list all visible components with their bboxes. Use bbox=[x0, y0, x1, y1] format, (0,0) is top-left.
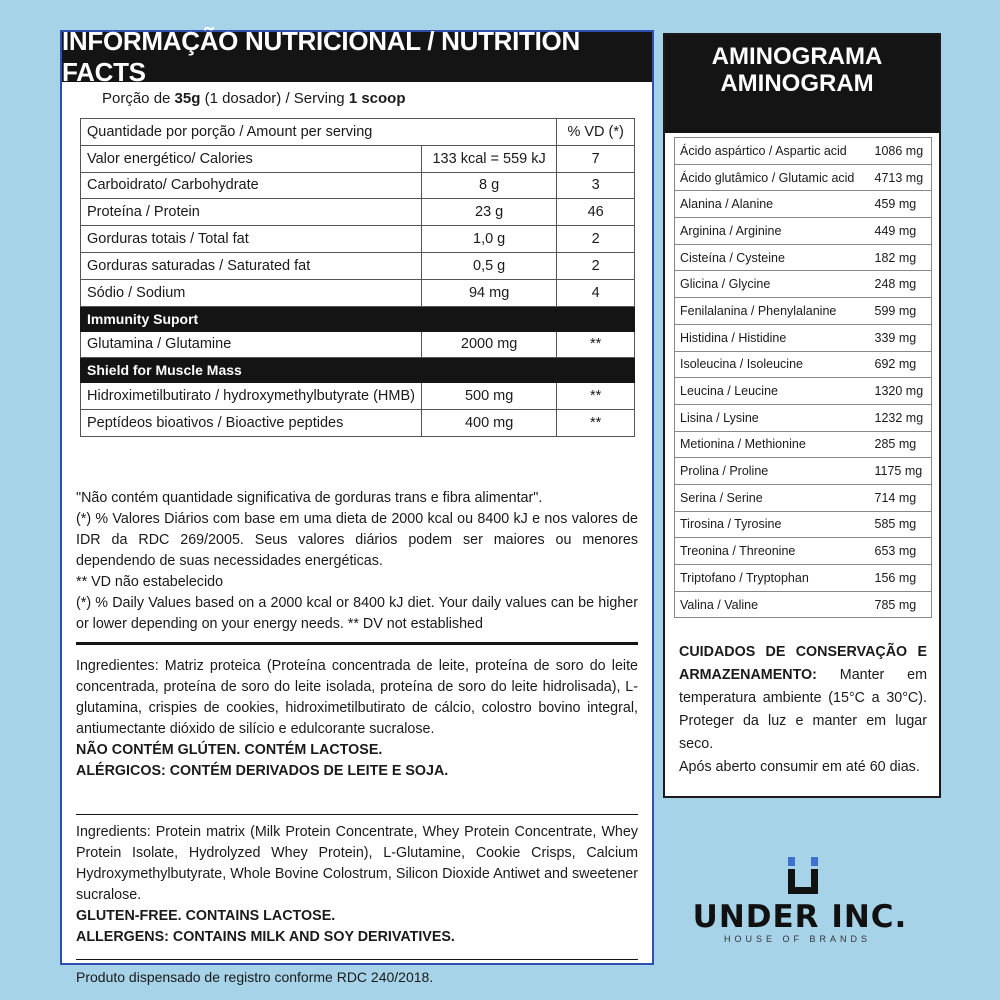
daily-values-note-en: (*) % Daily Values based on a 2000 kcal or 8400 kJ diet. Your daily values can be higher or lower depending on your energy needs. ** DV not established bbox=[76, 595, 638, 632]
ingredients-pt-text: Ingredientes: Matriz proteica (Proteína concentrada de leite, proteína de soro do leite concentrada, proteína de soro do leite isolada, proteína de soro do leite hidrolisada), L-glutamina, crispies de cookies, hidroximetilbutirato de cálcio, colostro bovino integral, antiumectante dióxido de silício e edulcorante sucralose. bbox=[76, 658, 638, 737]
amino-value: 156 mg bbox=[870, 565, 932, 592]
table-row bbox=[675, 538, 932, 565]
nutrient-name: Glutamina / Glutamine bbox=[81, 331, 422, 358]
nutrient-amount: 400 mg bbox=[421, 410, 556, 437]
allergens-notice-en: ALLERGENS: CONTAINS MILK AND SOY DERIVATIVES. bbox=[76, 929, 455, 945]
nutrient-amount: 2000 mg bbox=[421, 331, 556, 358]
amino-value: 285 mg bbox=[870, 431, 932, 458]
allergens-notice-pt: ALÉRGICOS: CONTÉM DERIVADOS DE LEITE E SOJA. bbox=[76, 763, 449, 779]
table-row bbox=[675, 351, 932, 378]
divider bbox=[76, 959, 638, 960]
amino-value: 1232 mg bbox=[870, 404, 932, 431]
dv-header: % VD (*) bbox=[557, 119, 635, 146]
table-row bbox=[675, 271, 932, 298]
section-header-immunity: Immunity Suport bbox=[81, 306, 635, 331]
footnotes bbox=[76, 488, 638, 635]
amino-name: Lisina / Lysine bbox=[675, 404, 870, 431]
section-header-muscle: Shield for Muscle Mass bbox=[81, 358, 635, 383]
amino-name: Arginina / Arginine bbox=[675, 218, 870, 245]
nutrient-name: Proteína / Protein bbox=[81, 199, 422, 226]
table-row bbox=[675, 138, 932, 165]
table-row bbox=[675, 324, 932, 351]
amino-name: Ácido glutâmico / Glutamic acid bbox=[675, 164, 870, 191]
amino-value: 339 mg bbox=[870, 324, 932, 351]
table-row bbox=[675, 591, 932, 618]
nutrition-title: INFORMAÇÃO NUTRICIONAL / NUTRITION FACTS bbox=[62, 32, 652, 82]
aminogram-panel bbox=[663, 33, 941, 798]
amino-value: 459 mg bbox=[870, 191, 932, 218]
nutrient-dv: 46 bbox=[557, 199, 635, 226]
amino-name: Cisteína / Cysteine bbox=[675, 244, 870, 271]
amino-name: Fenilalanina / Phenylalanine bbox=[675, 298, 870, 325]
table-header-row bbox=[81, 119, 635, 146]
amino-name: Triptofano / Tryptophan bbox=[675, 565, 870, 592]
daily-values-note-pt: (*) % Valores Diários com base em uma dieta de 2000 kcal ou 8400 kJ e nos valores de IDR da RDC 269/2005. Seus valores diários podem ser maiores ou menores dependendo de suas necessidades energéticas. bbox=[76, 511, 638, 569]
storage-instructions bbox=[679, 641, 927, 779]
nutrient-amount: 500 mg bbox=[421, 383, 556, 410]
nutrient-dv: ** bbox=[557, 331, 635, 358]
amino-name: Serina / Serine bbox=[675, 484, 870, 511]
ingredients-en bbox=[76, 822, 638, 948]
table-row bbox=[81, 331, 635, 358]
amino-value: 785 mg bbox=[870, 591, 932, 618]
amino-value: 248 mg bbox=[870, 271, 932, 298]
amino-name: Histidina / Histidine bbox=[675, 324, 870, 351]
brand-tagline: HOUSE OF BRANDS bbox=[724, 934, 872, 944]
amino-value: 449 mg bbox=[870, 218, 932, 245]
table-row bbox=[675, 404, 932, 431]
amino-value: 692 mg bbox=[870, 351, 932, 378]
amino-name: Ácido aspártico / Aspartic acid bbox=[675, 138, 870, 165]
amino-name: Valina / Valine bbox=[675, 591, 870, 618]
nutrient-amount: 0,5 g bbox=[421, 252, 556, 279]
aminogram-title-pt: AMINOGRAMA bbox=[711, 43, 883, 70]
after-opening-text: Após aberto consumir em até 60 dias. bbox=[679, 759, 920, 775]
amino-value: 599 mg bbox=[870, 298, 932, 325]
nutrient-dv: ** bbox=[557, 383, 635, 410]
nutrient-dv: 3 bbox=[557, 172, 635, 199]
amino-value: 714 mg bbox=[870, 484, 932, 511]
nutrition-panel bbox=[60, 26, 654, 985]
table-row bbox=[81, 199, 635, 226]
table-row bbox=[675, 565, 932, 592]
ingredients-en-text: Ingredients: Protein matrix (Milk Protein Concentrate, Whey Protein Concentrate, Whey Protein Isolate, Hydrolyzed Whey Protein), L-Glutamine, Cookie Crisps, Calcium Hydroxymethylbutyrate, Whole Bovine Colostrum, Silicon Dioxide Antiwet and sweetener sucralose. bbox=[76, 824, 638, 903]
dv-not-established-note: ** VD não estabelecido bbox=[76, 574, 224, 590]
amount-header: Quantidade por porção / Amount per serving bbox=[81, 119, 557, 146]
table-row bbox=[81, 410, 635, 437]
amino-value: 1175 mg bbox=[870, 458, 932, 485]
nutrient-name: Sódio / Sodium bbox=[81, 279, 422, 306]
nutrient-name: Gorduras saturadas / Saturated fat bbox=[81, 252, 422, 279]
table-row bbox=[675, 298, 932, 325]
divider bbox=[76, 814, 638, 815]
nutrient-dv: ** bbox=[557, 410, 635, 437]
aminogram-table bbox=[674, 137, 932, 618]
divider bbox=[76, 642, 638, 645]
nutrient-dv: 2 bbox=[557, 252, 635, 279]
gluten-notice-pt: NÃO CONTÉM GLÚTEN. CONTÉM LACTOSE. bbox=[76, 742, 383, 758]
aminogram-title-en: AMINOGRAM bbox=[720, 70, 874, 97]
nutrient-dv: 7 bbox=[557, 145, 635, 172]
table-row bbox=[81, 172, 635, 199]
nutrient-amount: 133 kcal = 559 kJ bbox=[421, 145, 556, 172]
nutrient-name: Valor energético/ Calories bbox=[81, 145, 422, 172]
ingredients-pt bbox=[76, 656, 638, 782]
amino-value: 182 mg bbox=[870, 244, 932, 271]
trans-fat-note: "Não contém quantidade significativa de gorduras trans e fibra alimentar". bbox=[76, 490, 543, 506]
amino-value: 653 mg bbox=[870, 538, 932, 565]
nutrient-amount: 94 mg bbox=[421, 279, 556, 306]
amino-name: Tirosina / Tyrosine bbox=[675, 511, 870, 538]
brand-logo bbox=[660, 855, 960, 955]
amino-name: Treonina / Threonine bbox=[675, 538, 870, 565]
table-row bbox=[81, 383, 635, 410]
nutrient-name: Carboidrato/ Carbohydrate bbox=[81, 172, 422, 199]
table-row bbox=[675, 218, 932, 245]
table-row bbox=[81, 252, 635, 279]
amino-value: 1086 mg bbox=[870, 138, 932, 165]
amino-value: 1320 mg bbox=[870, 378, 932, 405]
nutrient-name: Peptídeos bioativos / Bioactive peptides bbox=[81, 410, 422, 437]
table-row bbox=[675, 431, 932, 458]
nutrient-dv: 2 bbox=[557, 226, 635, 253]
nutrient-amount: 8 g bbox=[421, 172, 556, 199]
nutrient-amount: 1,0 g bbox=[421, 226, 556, 253]
amino-name: Metionina / Methionine bbox=[675, 431, 870, 458]
nutrient-dv: 4 bbox=[557, 279, 635, 306]
aminogram-title bbox=[665, 35, 939, 133]
amino-name: Alanina / Alanine bbox=[675, 191, 870, 218]
amino-name: Prolina / Proline bbox=[675, 458, 870, 485]
serving-size: Porção de 35g (1 dosador) / Serving 1 scoop bbox=[102, 90, 406, 107]
table-row bbox=[675, 244, 932, 271]
amino-name: Leucina / Leucine bbox=[675, 378, 870, 405]
brand-name: UNDER INC. bbox=[692, 899, 908, 935]
amino-value: 4713 mg bbox=[870, 164, 932, 191]
storage-heading: CUIDADOS DE CONSERVAÇÃO E ARMAZENAMENTO: bbox=[679, 644, 927, 683]
nutrient-name: Hidroximetilbutirato / hydroxymethylbutyrate (HMB) bbox=[81, 383, 422, 410]
table-row bbox=[675, 511, 932, 538]
amino-name: Isoleucina / Isoleucine bbox=[675, 351, 870, 378]
storage-text: CUIDADOS DE CONSERVAÇÃO E ARMAZENAMENTO: Manter em temperatura ambiente (15°C a 30°C). Proteger da luz e manter em lugar seco. bbox=[679, 644, 927, 752]
table-row bbox=[675, 191, 932, 218]
table-row bbox=[675, 458, 932, 485]
table-row bbox=[675, 164, 932, 191]
nutrient-amount: 23 g bbox=[421, 199, 556, 226]
table-row bbox=[81, 145, 635, 172]
brand-mark-icon bbox=[785, 857, 821, 897]
amino-name: Glicina / Glycine bbox=[675, 271, 870, 298]
table-row bbox=[81, 226, 635, 253]
table-row bbox=[675, 378, 932, 405]
gluten-notice-en: GLUTEN-FREE. CONTAINS LACTOSE. bbox=[76, 908, 336, 924]
nutrient-name: Gorduras totais / Total fat bbox=[81, 226, 422, 253]
registration-note: Produto dispensado de registro conforme RDC 240/2018. bbox=[76, 969, 434, 985]
table-row bbox=[81, 279, 635, 306]
table-row bbox=[675, 484, 932, 511]
nutrition-table bbox=[80, 118, 635, 437]
amino-value: 585 mg bbox=[870, 511, 932, 538]
